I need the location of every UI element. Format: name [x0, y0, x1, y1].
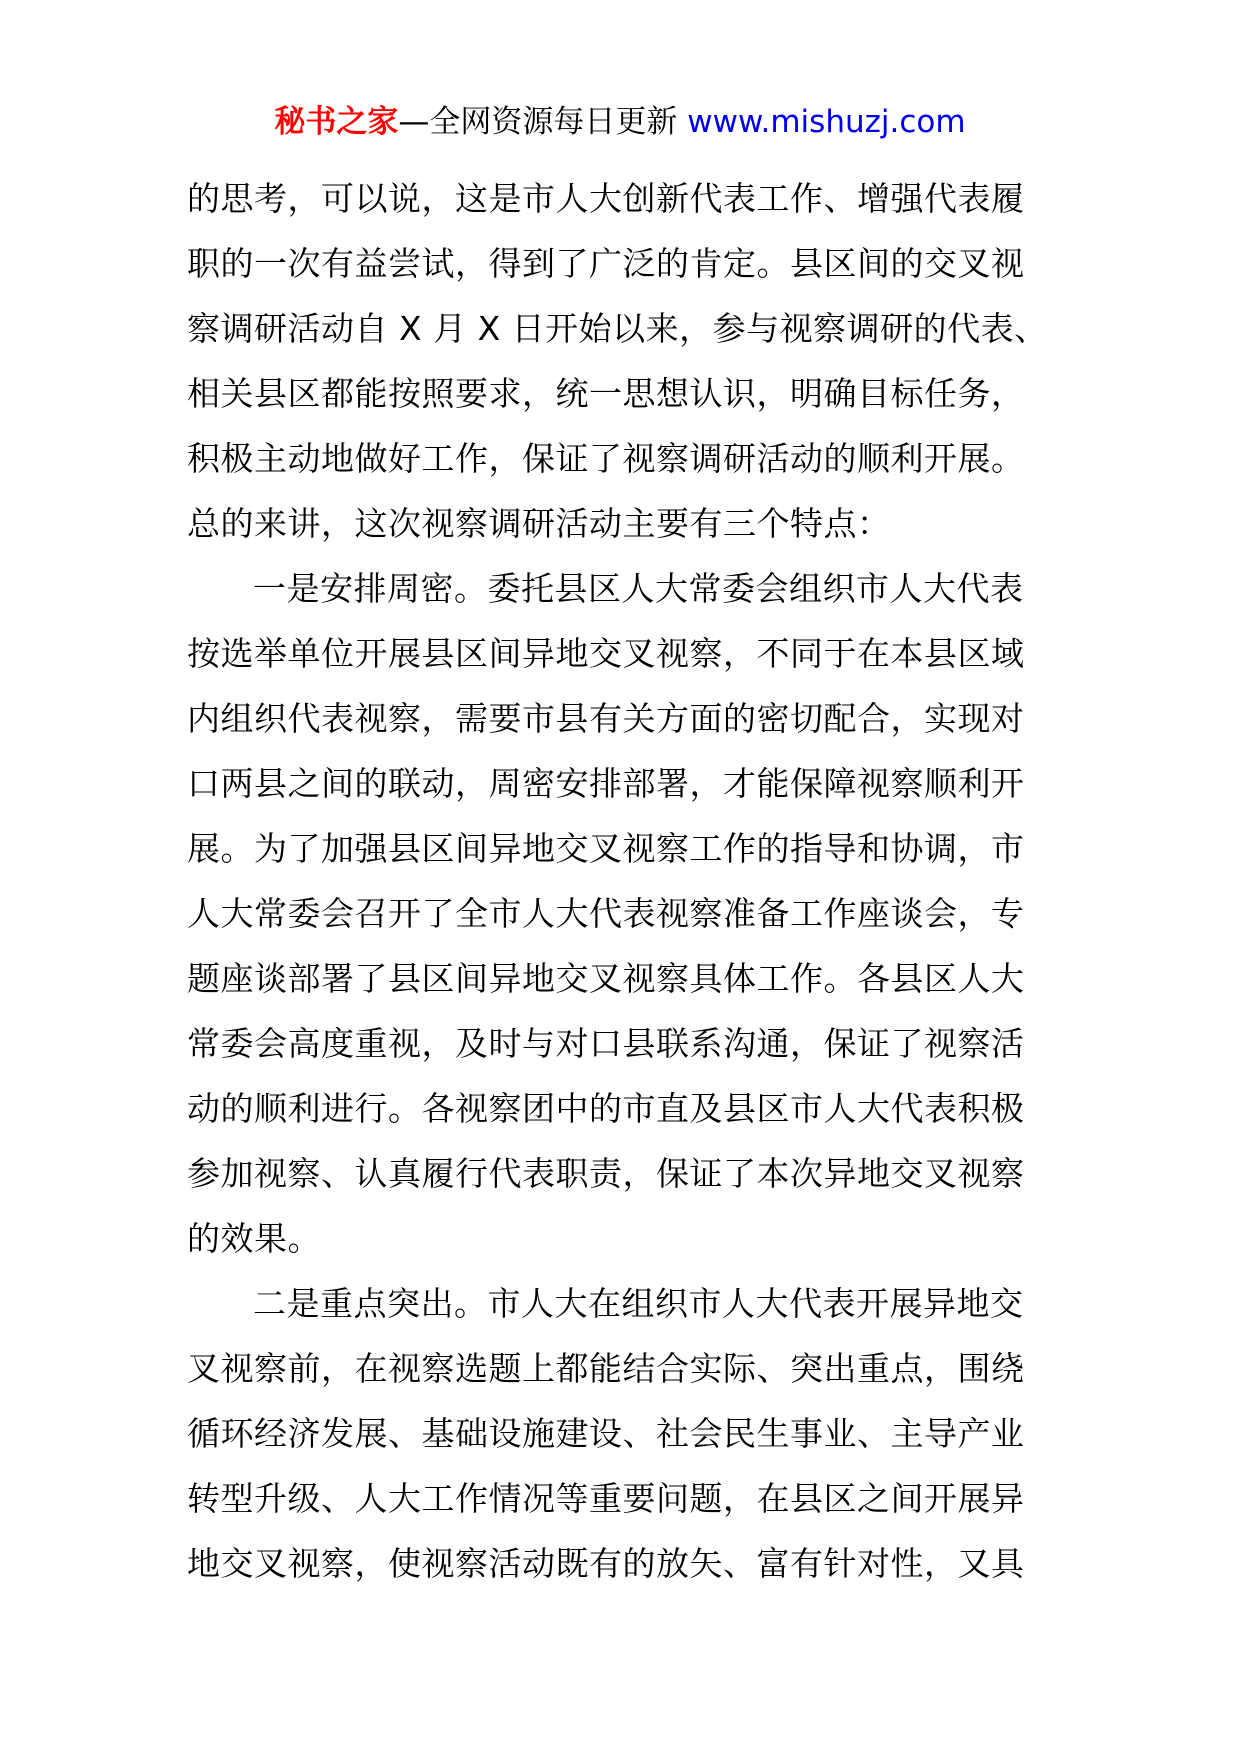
paragraph-2-start: 二是重点突出。市人大在组织市人大代表开展异地交 [253, 1284, 1024, 1323]
body-line: 按选举单位开展县区间异地交叉视察，不同于在本县区域 [187, 634, 1025, 673]
site-header [0, 100, 1240, 144]
body-line: 积极主动地做好工作，保证了视察调研活动的顺利开展。 [187, 439, 1025, 478]
body-line: 常委会高度重视，及时与对口县联系沟通，保证了视察活 [187, 1024, 1025, 1063]
body-line: 内组织代表视察，需要市县有关方面的密切配合，实现对 [187, 699, 1025, 738]
body-line: 展。为了加强县区间异地交叉视察工作的指导和协调，市 [187, 829, 1025, 868]
body-line: 口两县之间的联动，周密安排部署，才能保障视察顺利开 [187, 764, 1025, 803]
body-line: 察调研活动自 X 月 X 日开始以来，参与视察调研的代表、 [187, 309, 1048, 348]
body-line: 叉视察前，在视察选题上都能结合实际、突出重点，围绕 [187, 1349, 1025, 1388]
body-line: 的思考，可以说，这是市人大创新代表工作、增强代表履 [187, 179, 1025, 218]
body-line: 题座谈部署了县区间异地交叉视察具体工作。各县区人大 [187, 959, 1025, 998]
site-slogan: —全网资源每日更新 [398, 104, 688, 140]
body-line: 地交叉视察，使视察活动既有的放矢、富有针对性，又具 [187, 1544, 1025, 1583]
body-line: 总的来讲，这次视察调研活动主要有三个特点： [187, 504, 891, 543]
body-line: 人大常委会召开了全市人大代表视察准备工作座谈会，专 [187, 894, 1025, 933]
body-line: 参加视察、认真履行代表职责，保证了本次异地交叉视察 [187, 1154, 1025, 1193]
body-line: 动的顺利进行。各视察团中的市直及县区市人大代表积极 [187, 1089, 1025, 1128]
body-line: 循环经济发展、基础设施建设、社会民生事业、主导产业 [187, 1414, 1025, 1453]
body-line: 的效果。 [187, 1219, 321, 1258]
body-line: 转型升级、人大工作情况等重要问题，在县区之间开展异 [187, 1479, 1025, 1518]
body-line: 职的一次有益尝试，得到了广泛的肯定。县区间的交叉视 [187, 244, 1025, 283]
body-line: 相关县区都能按照要求，统一思想认识，明确目标任务， [187, 374, 1025, 413]
document-body [187, 166, 1067, 1596]
paragraph-1-start: 一是安排周密。委托县区人大常委会组织市人大代表 [253, 569, 1024, 608]
site-brand: 秘书之家 [274, 104, 399, 140]
site-url-link[interactable]: www.mishuzj.com [687, 104, 966, 140]
